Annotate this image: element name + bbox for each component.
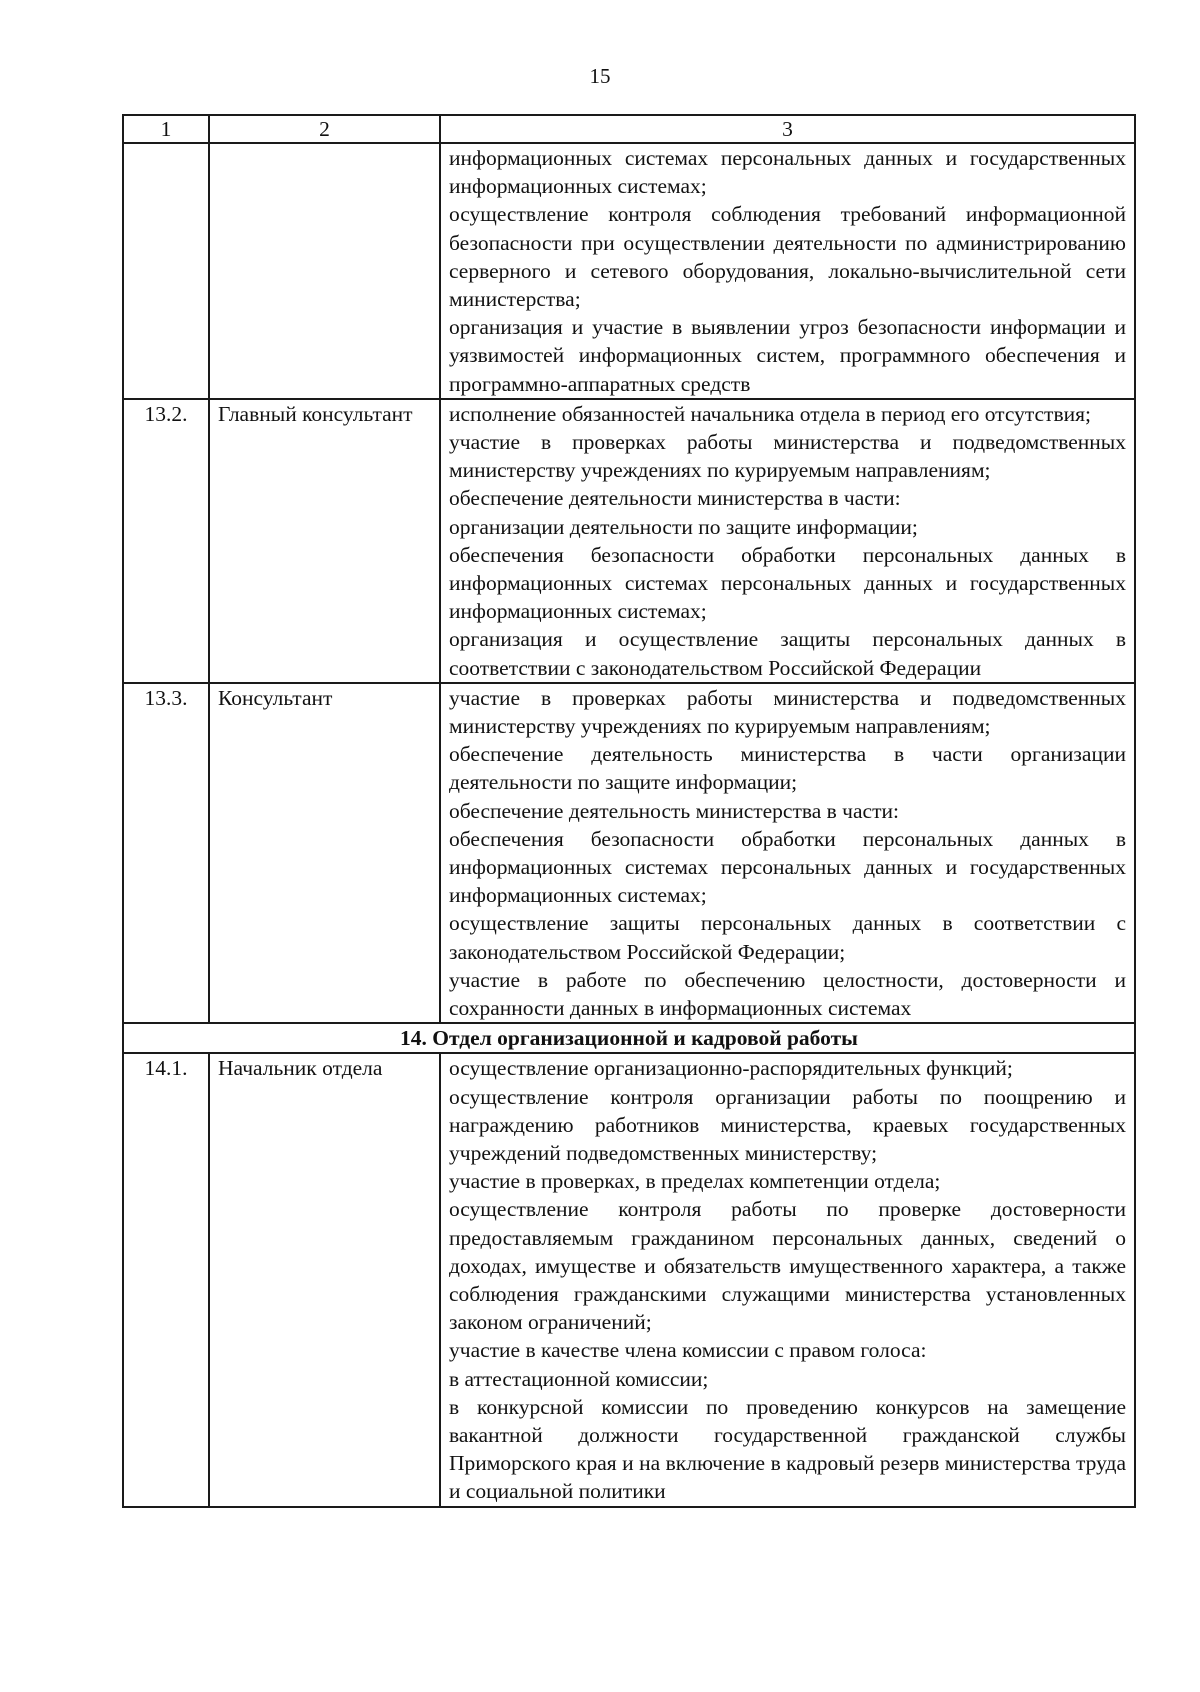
row-number: 14.1. xyxy=(123,1053,209,1506)
duty-item: участие в качестве члена комиссии с правом голоса: xyxy=(449,1338,927,1363)
section-heading-row xyxy=(123,1023,1135,1053)
column-header-number: 1 xyxy=(123,115,209,143)
duties-table xyxy=(122,114,1136,1508)
duty-item: обеспечения безопасности обработки персональных данных в информационных системах персональных данных и государственных информационных системах; xyxy=(449,826,1126,908)
duty-item: обеспечение деятельности министерства в части: xyxy=(449,486,901,511)
duty-item: участие в проверках работы министерства и подведомственных министерству учреждениях по курируемым направлениям; xyxy=(449,430,1126,483)
duty-item: участие в проверках, в пределах компетенции отдела; xyxy=(449,1169,941,1194)
duty-item: обеспечение деятельность министерства в части: xyxy=(449,798,899,823)
duty-item: осуществление контроля работы по проверке достоверности предоставляемым гражданином персональных данных, сведений о доходах, имуществе и обязательств имущественного характера, а также соблюдения гражданскими служащими министерства установленных законом ограничений; xyxy=(449,1197,1126,1335)
row-number xyxy=(123,143,209,399)
duty-item: осуществление контроля соблюдения требований информационной безопасности при осуществлении деятельности по администрированию серверного и сетевого оборудования, локально-вычислительной сети министерства; xyxy=(449,202,1126,312)
duty-item: осуществление контроля организации работы по поощрению и награждению работников министерства, краевых государственных учреждений подведомственных министерству; xyxy=(449,1084,1126,1165)
row-number: 13.3. xyxy=(123,683,209,1023)
duties-cell xyxy=(440,1053,1135,1506)
duty-item: информационных системах персональных данных и государственных информационных системах; xyxy=(449,146,1126,199)
duties-cell xyxy=(440,683,1135,1023)
row-number: 13.2. xyxy=(123,399,209,683)
duty-item: осуществление защиты персональных данных в соответствии с законодательством Российской Федерации; xyxy=(449,911,1126,964)
section-title: 14. Отдел организационной и кадровой работы xyxy=(123,1023,1135,1053)
position-title: Консультант xyxy=(209,683,440,1023)
duty-item: организация и осуществление защиты персональных данных в соответствии с законодательством Российской Федерации xyxy=(449,627,1126,680)
duty-item: участие в проверках работы министерства и подведомственных министерству учреждениях по курируемым направлениям; xyxy=(449,685,1126,739)
duty-item: в аттестационной комиссии; xyxy=(449,1366,709,1391)
duty-item: организация и участие в выявлении угроз безопасности информации и уязвимостей информационных систем, программного обеспечения и программно-аппаратных средств xyxy=(449,315,1126,396)
table-body xyxy=(123,115,1135,1507)
duty-item: исполнение обязанностей начальника отдела в период его отсутствия; xyxy=(449,401,1091,426)
position-title xyxy=(209,143,440,399)
position-title: Начальник отдела xyxy=(209,1053,440,1506)
duty-item: обеспечения безопасности обработки персональных данных в информационных системах персональных данных и государственных информационных системах; xyxy=(449,542,1126,624)
column-header-position: 2 xyxy=(209,115,440,143)
duties-cell xyxy=(440,399,1135,683)
duty-item: осуществление организационно-распорядительных функций; xyxy=(449,1056,1013,1081)
table-row xyxy=(123,683,1135,1023)
page-number: 15 xyxy=(589,64,611,88)
duties-cell xyxy=(440,143,1135,399)
duty-item: обеспечение деятельность министерства в части организации деятельности по защите информации; xyxy=(449,742,1126,795)
column-header-duties: 3 xyxy=(440,115,1135,143)
table-row xyxy=(123,399,1135,683)
table-row xyxy=(123,143,1135,399)
duty-item: в конкурсной комиссии по проведению конкурсов на замещение вакантной должности государственной гражданской службы Приморского края и на включение в кадровый резерв министерства труда и социальной политики xyxy=(449,1394,1126,1504)
table-header-row xyxy=(123,115,1135,143)
duty-item: организации деятельности по защите информации; xyxy=(449,514,918,539)
position-title: Главный консультант xyxy=(209,399,440,683)
duty-item: участие в работе по обеспечению целостности, достоверности и сохранности данных в информационных системах xyxy=(449,967,1126,1021)
table-row xyxy=(123,1053,1135,1506)
